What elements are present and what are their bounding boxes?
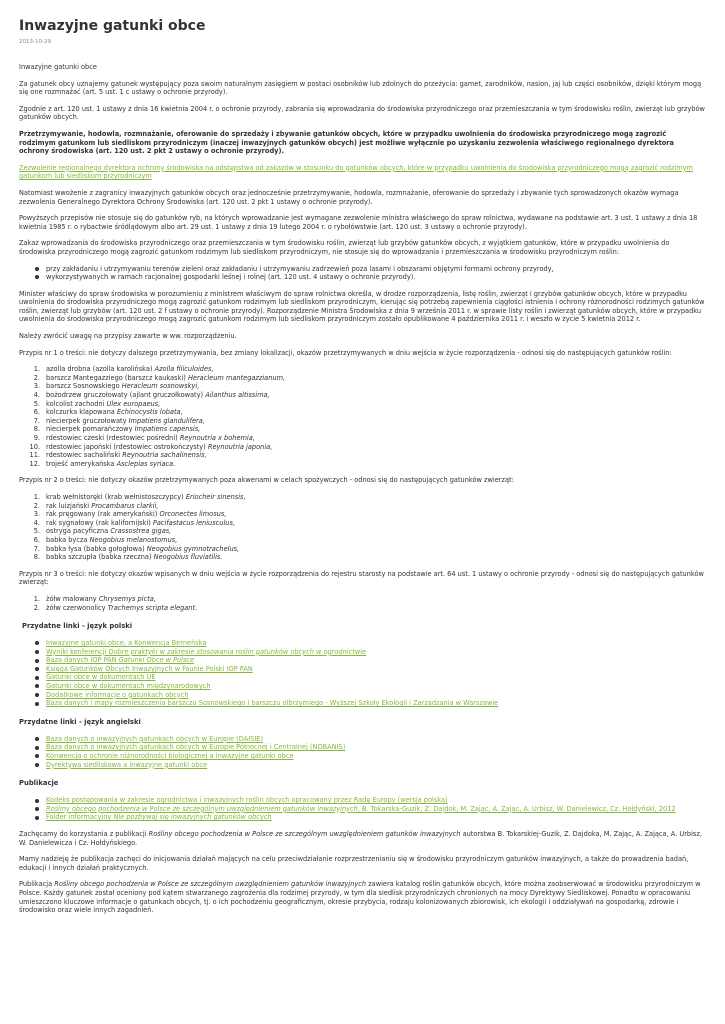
paragraph-prohibition: Zgodnie z art. 120 ust. 1 ustawy z dnia 16 kwietnia 2004 r. o ochronie przyrody, zabrania się wprowadzania do środowiska przyrodniczego oraz przemieszczania w tym środowisku roślin, zwierząt lub grzybów gatunków obcych. [19, 104, 705, 122]
link-bern-convention[interactable]: Inwazyjne gatunki obce, a Konwencja Berneńska [46, 639, 207, 648]
list-item: 1. krab wełnistoręki (krab wełnistoszczypcy) Eriocheir sinensis, [33, 492, 246, 501]
link-iop-pan-database[interactable]: Baza danych IOP PAN Gatunki Obce w Polsce [46, 656, 195, 665]
link-additional-info[interactable]: Dodatkowe informacje o gatunkach obcych [46, 690, 189, 699]
link-conference-results[interactable]: Wyniki konferencji Dobre praktyki w zakresie stosowania roślin gatunków obcych w ogrodnictwie [46, 647, 367, 656]
link-code-of-conduct[interactable]: Kodeks postępowania w zakresie ogrodnictwa i inwazyjnych roślin obcych opracowany przez Radę Europy (wersja polska) [46, 796, 448, 805]
link-info-folder[interactable]: Folder informacyjny Nie pozbywaj się inwazyjnych gatunków obcych [46, 813, 272, 822]
list-item [19, 639, 705, 648]
paragraph-footnote-3: Przypis nr 3 o treści: nie dotyczy okazów wpisanych w dniu wejścia w życie rozporządzenia do rejestru starosty na podstawie art. 64 ust. 1 ustawy o ochronie przyrody - odnosi się do następujących gatunków zwierząt: [19, 569, 704, 587]
list-item: przy zakładaniu i utrzymywaniu terenów zieleni oraz zakładaniu i utrzymywaniu zadrzewień poza lasami i obszarami objętymi formami ochrony przyrody, [19, 265, 705, 274]
list-item [19, 743, 705, 752]
heading-publications: Publikacje [19, 779, 59, 788]
paragraph-encourage: Zachęcamy do korzystania z publikacji Rośliny obcego pochodzenia w Polsce ze szczególnym uwzględnieniem gatunków inwazyjnych autorstwa B. Tokarskiej-Guzik, Z. Dajdoka, M. Zając, A. Zająca, A. Urbisz, W. Danielewicza i Cz. Hołdyńskiego. [19, 830, 702, 847]
paragraph-hope: Mamy nadzieję że publikacja zachęci do inicjowania działań mających na celu przeciwdziałanie rozprzestrzenianiu się w środowisku przyrodniczym gatunków inwazyjnych, a także do prowadzenia badań, edukacji i innych działań praktycznych. [19, 855, 689, 872]
list-item: wykorzystywanych w ramach racjonalnej gospodarki leśnej i rolnej (art. 120 ust. 4 ustawy o ochronie przyrody). [19, 273, 705, 282]
list-item: 4. bożodrzew gruczołowaty (ajlant gruczołkowaty) Ailanthus altissima, [33, 391, 270, 400]
list-item: 3. barszcz Sosnowskiego Heracleum sosnowskyi, [33, 382, 200, 391]
link-nobanis[interactable]: Baza danych o inwazyjnych gatunkach obcych w Europie Północnej i Centralnej (NOBANIS) [46, 743, 346, 752]
list-item [19, 699, 705, 708]
list-item: 2. rak luizjański Procambarus clarkii, [33, 501, 159, 510]
heading-links-polish: Przydatne linki - język polski [22, 622, 133, 631]
list-item: 3. rak pręgowany (rak amerykański) Orconectes limosus, [33, 510, 227, 519]
list-item: 12. trojeść amerykańska Asclepias syriaca. [29, 459, 176, 468]
list-item [19, 691, 705, 700]
list-item [19, 656, 705, 665]
list-item: 6. kolczurka klapowana Echinocystis lobata, [33, 408, 183, 417]
paragraph-publication-desc: Publikacja Rośliny obcego pochodzenia w Polsce ze szczególnym uwzględnieniem gatunków inwazyjnych zawiera katalog roślin gatunków obcych, które można zaobserwować w środowisku przyrodniczym w Polsce. Każdy gatunek został oceniony pod kątem stwarzanego zagrożenia dla rodzimej przyrody, w tym dla siedlisk przyrodniczych chronionych na mocy Dyrektywy Siedliskowej. Ponadto w opracowaniu umieszczono kluczowe informacje o gatunkach obcych, tj. o ich pochodzeniu geograficznym, okresie przybycia, rodzaju kolonizowanych zbiorowisk, ich ekologii i oddziaływań na gospodarkę, zdrowie i środowisko oraz wiele innych zagadnień. [19, 880, 701, 915]
publish-date: 2013-10-29 [19, 39, 51, 45]
list-item: 8. babka szczupła (babka rzeczna) Neogobius fluviatilis. [33, 553, 223, 562]
article [19, 0, 705, 915]
link-daisie[interactable]: Baza danych o inwazyjnych gatunkach obcych w Europie (DAISIE) [46, 734, 264, 743]
list-item [19, 805, 705, 814]
list-item [19, 796, 705, 805]
list-item [19, 761, 705, 770]
permit-link[interactable]: Zezwolenie regionalnego dyrektora ochrony środowiska na odstępstwa od zakazów w stosunku do gatunków obcych, które w przypadku uwolnienia do środowiska przyrodniczego mogą zagrozić rodzimym gatunkom lub siedliskom przyrodniczym [19, 163, 693, 181]
list-item: 5. ostryga pacyficzna Crassostrea gigas, [33, 527, 172, 536]
animals-list [19, 493, 705, 562]
link-cbd[interactable]: Konwencja o ochronie różnorodności biologicznej a inwazyjne gatunki obce [46, 752, 294, 761]
link-fauna-book[interactable]: Księga Gatunków Obcych Inwazyjnych w Faunie Polski IOP PAN [46, 664, 253, 673]
list-item [19, 813, 705, 822]
list-item: 10. rdestowiec japoński (rdestowiec ostrokończysty) Reynoutria japonia, [29, 442, 273, 451]
link-alien-plants-book[interactable]: Rośliny obcego pochodzenia w Polsce ze szczególnym uwzględnieniem gatunków inwazyjnych, B. Tokarska-Guzik, Z. Dajdok, M. Zając, A. Zając, A. Urbisz, W. Danielewicz, Cz. Hołdyński, 2012 [46, 804, 676, 813]
turtles-list [19, 595, 705, 612]
list-item: 9. rdestowiec czeski (rdestowiec pośredni) Reynoutria x bohemia, [33, 434, 255, 442]
list-item: 6. babka bycza Neogobius melanostomus, [33, 535, 178, 544]
list-item [19, 735, 705, 744]
link-habitats-directive[interactable]: Dyrektywa siedliskowa a inwazyjne gatunki obce [46, 760, 208, 769]
list-item: 7. niecierpek gruczołowaty Impatiens glandulifera, [33, 416, 205, 425]
paragraph-definition: Za gatunek obcy uznajemy gatunek występujący poza swoim naturalnym zasięgiem w postaci osobników lub zdolnych do przeżycia: gamet, zarodników, nasion, jaj lub części osobników, dzięki którym mogą się one rozmnażać (art. 5 ust. 1 c ustawy o ochronie przyrody). [19, 79, 702, 97]
link-hogweed-maps[interactable]: Baza danych i mapy rozmieszczenia barszczu Sosnowskiego i barszczu olbrzymiego - Wyższej Szkoły Ekologii i Zarządzania w Warszawie [46, 699, 499, 708]
links-english-list [19, 735, 705, 769]
exceptions-list [19, 265, 705, 282]
link-international-documents[interactable]: Gatunki obce w dokumentach międzynarodowych [46, 682, 211, 691]
plants-list [19, 365, 705, 468]
paragraph-footnote-1: Przypis nr 1 o treści: nie dotyczy dalszego przetrzymywania, bez zmiany lokalizacji, okazów przetrzymywanych w dniu wejścia w życie rozporządzenia - odnosi się do następujących gatunków roślin: [19, 348, 672, 357]
paragraph-exceptions: Zakaz wprowadzania do środowiska przyrodniczego oraz przemieszczania w tym środowisku roślin, zwierząt lub grzybów gatunków obcych, z wyjątkiem gatunków, które w przypadku uwolnienia do środowiska przyrodniczego mogą zagrozić gatunkom rodzimym lub siedliskom przyrodniczym, nie stosuje się do wprowadzania i przemieszczania w środowisku przyrodniczym roślin: [19, 239, 670, 256]
list-item: 2. żółw czerwonolicy Trachemys scripta elegant. [33, 603, 198, 612]
paragraph-regulation: Minister właściwy do spraw środowiska w porozumieniu z ministrem właściwym do spraw rolnictwa określa, w drodze rozporządzenia, listę roślin, zwierząt i grzybów gatunków obcych, które w przypadku uwolnienia do środowiska przyrodniczego mogą zagrozić gatunkom rodzimym lub siedliskom przyrodniczym, kierując się potrzebą zapewnienia ciągłości istnienia i ochrony różnorodności rodzimych gatunków roślin, zwierząt lub grzybów (art. 120 ust. 2 f ustawy o ochronie przyrody). Rozporządzenie Ministra Środowiska z dnia 9 września 2011 r. w sprawie listy roślin i zwierząt gatunków obcych, które w przypadku uwolnienia do środowiska przyrodniczego mogą zagrozić gatunkom rodzimym lub siedliskom przyrodniczym zostało opublikowane 4 października 2011 r. i weszło w życie 5 kwietnia 2012 r. [19, 289, 705, 324]
list-item [19, 673, 705, 682]
heading-links-english: Przydatne linki - język angielski [19, 717, 141, 726]
list-item: 4. rak sygnałowy (rak kalifornijski) Pacifastacus leniusculus, [33, 518, 235, 527]
list-item: 1. azolla drobna (azolla karolińska) Azolla filiculoides, [33, 365, 214, 374]
page-title: Inwazyjne gatunki obce [19, 18, 206, 34]
link-eu-documents[interactable]: Gatunki obce w dokumentach UE [46, 673, 156, 682]
list-item [19, 682, 705, 691]
paragraph-import: Natomiast wwożenie z zagranicy inwazyjnych gatunków obcych oraz jednocześnie przetrzymywanie, hodowla, rozmnażanie, oferowanie do sprzedaży i zbywanie tych sprowadzonych okazów wymaga zezwolenia Generalnego Dyrektora Ochrony Środowiska (art. 120 ust. 2 pkt 1 ustawy o ochronie przyrody). [19, 188, 679, 206]
list-item [19, 752, 705, 761]
paragraph-fish: Powyższych przepisów nie stosuje się do gatunków ryb, na których wprowadzanie jest wymagane zezwolenie ministra właściwego do spraw rolnictwa, wydawane na podstawie art. 3 ust. 1 ustawy z dnia 18 kwietnia 1985 r. o rybactwie śródlądowym albo art. 29 ust. 1 ustawy z dnia 19 lutego 2004 r. o rybołówstwie (art. 120 ust. 3 ustawy o ochronie przyrody). [19, 214, 698, 231]
intro-label: Inwazyjne gatunki obce [19, 63, 97, 71]
publications-list [19, 796, 705, 822]
list-item: 1. żółw malowany Chrysemys picta, [33, 594, 156, 603]
list-item: 8. niecierpek pomarańczowy Impatiens capensis, [33, 425, 201, 434]
list-item: 7. babka łysa (babka gołogłowa) Neogobius gymnotrachelus, [33, 544, 240, 553]
list-item: 2. barszcz Mantegazziego (barszcz kaukaski) Heracleum mantegazzianum, [33, 373, 286, 382]
list-item: 5. kolcolist zachodni Ulex europaeus, [33, 399, 161, 408]
paragraph-footnotes-note: Należy zwrócić uwagę na przypisy zawarte w ww. rozporządzeniu. [19, 332, 237, 341]
links-polish-list [19, 639, 705, 708]
paragraph-footnote-2: Przypis nr 2 o treści: nie dotyczy okazów przetrzymywanych poza akwenami w celach spożywczych - odnosi się do następujących gatunków zwierząt: [19, 476, 514, 485]
list-item: 11. rdestowiec sachaliński Reynoutria sachalinensis, [29, 451, 207, 460]
paragraph-permit-bold: Przetrzymywanie, hodowla, rozmnażanie, oferowanie do sprzedaży i zbywanie gatunków obcych, które w przypadku uwolnienia do środowiska przyrodniczego mogą zagrozić rodzimym gatunkom lub siedliskom przyrodniczym (inaczej inwazyjnych gatunków obcych) jest możliwe wyłącznie po uzyskaniu zezwolenia właściwego regionalnego dyrektora ochrony środowiska (art. 120 ust. 2 pkt 2 ustawy o ochronie przyrody). [19, 129, 675, 156]
list-item [19, 665, 705, 674]
list-item [19, 648, 705, 657]
